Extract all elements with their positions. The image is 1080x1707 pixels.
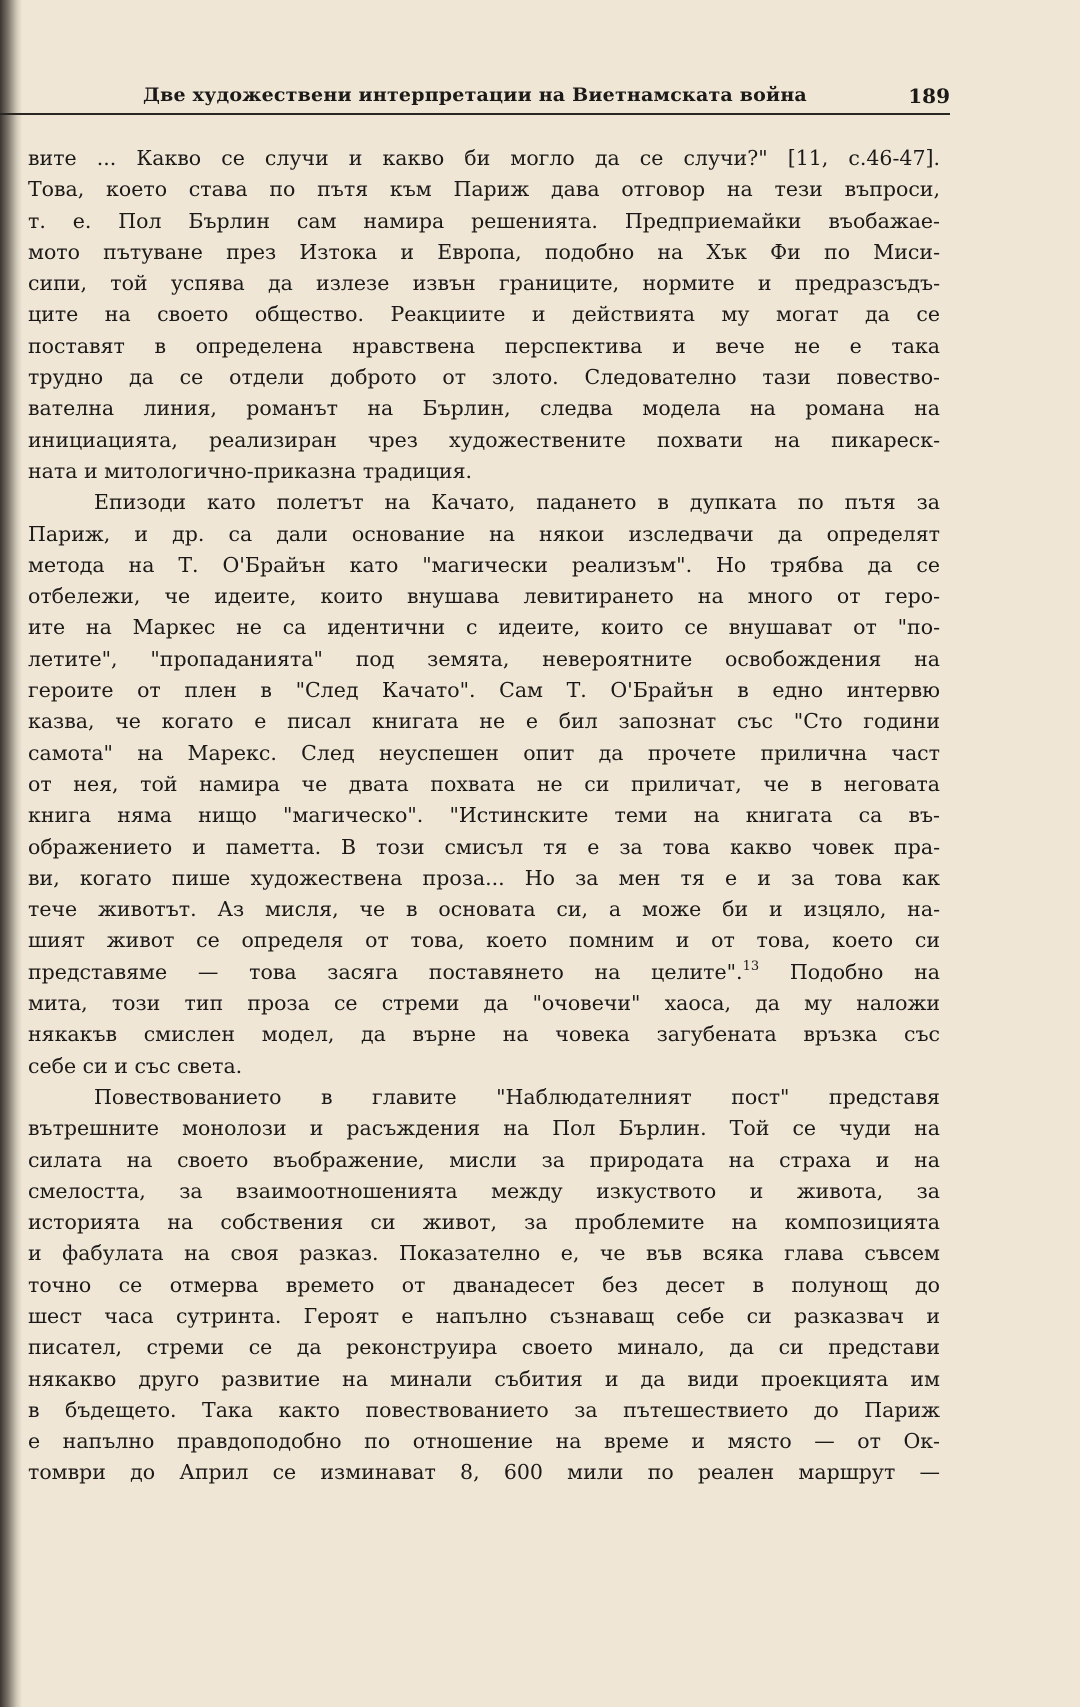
text-line: Епизоди като полетът на Качато, падането в дупката по пътя за: [94, 490, 940, 515]
text-line: вътрешните монолози и расъждения на Пол Бърлин. Той се чуди на: [28, 1116, 940, 1141]
text-line: шест часа сутринта. Героят е напълно съзнаващ себе си разказвач и: [28, 1303, 940, 1328]
page-number: 189: [908, 84, 950, 108]
text-line: книга няма нищо "магическо". "Истинските теми на книгата са въ-: [28, 803, 940, 828]
text-line: отбележи, че идеите, които внушава левитирането на много от геро-: [28, 584, 940, 609]
text-line: смелостта, за взаимоотношенията между изкуството и живота, за: [28, 1178, 940, 1203]
text-line: казва, че когато е писал книгата не е бил запознат със "Сто години: [28, 709, 940, 734]
text-line: писател, стреми се да реконструира своето минало, да си представи: [28, 1335, 940, 1360]
text-segment: представяме — това засяга поставянето на целите".: [28, 959, 743, 984]
text-line: вателна линия, романът на Бърлин, следва модела на романа на: [28, 396, 940, 421]
text-line: в бъдещето. Така както повествованието за пътешествието до Париж: [28, 1397, 940, 1422]
running-head: [143, 84, 950, 110]
text-line: себе си и със света.: [28, 1053, 243, 1078]
text-segment: Подобно на: [759, 959, 940, 984]
binding-shadow: [0, 0, 22, 1707]
body-text: [28, 143, 940, 1489]
text-line: вите ... Какво се случи и какво би могло да се случи?" [11, с.46-47].: [28, 146, 940, 170]
text-line: Париж, и др. са дали основание на някои изследвачи да определят: [28, 521, 940, 546]
paragraph-3: [28, 1082, 940, 1489]
text-line: т. е. Пол Бърлин сам намира решенията. Предприемайки въобажае-: [28, 208, 940, 233]
text-line: тече животът. Аз мисля, че в основата си, а може би и изцяло, на-: [28, 897, 940, 922]
text-line: томври до Април се изминават 8, 600 мили по реален маршрут —: [28, 1460, 940, 1485]
text-line: героите от плен в "След Качато". Сам Т. О'Брайън в едно интервю: [28, 678, 940, 703]
text-line: ната и митологично-приказна традиция.: [28, 458, 473, 483]
text-line: Това, което става по пътя към Париж дава отговор на тези въпроси,: [28, 177, 940, 202]
footnote-ref: 13: [742, 958, 760, 974]
text-line: сипи, той успява да излезе извън границите, нормите и предразсъдъ-: [28, 271, 940, 296]
text-line: от нея, той намира че двата похвата не си приличат, че в неговата: [28, 771, 940, 796]
text-line: и фабулата на своя разказ. Показателно е, че във всяка глава съвсем: [28, 1241, 940, 1266]
text-line: метода на Т. О'Брайън като "магически реализъм". Но трябва да се: [28, 552, 940, 577]
text-line: мото пътуване през Изтока и Европа, подобно на Хък Фи по Миси-: [28, 239, 940, 264]
running-title: Две художествени интерпретации на Виетнамската война: [143, 84, 807, 106]
text-line: ви, когато пише художествена проза... Но за мен тя е и за това как: [28, 865, 940, 890]
text-line: Повествованието в главите "Наблюдателният пост" представя: [94, 1084, 940, 1109]
header-rule: [0, 113, 950, 115]
text-line: инициацията, реализиран чрез художествените похвати на пикареск-: [28, 427, 940, 452]
text-line: е напълно правдоподобно по отношение на време и място — от Ок-: [28, 1429, 940, 1454]
text-line: ображението и паметта. В този смисъл тя е за това какво човек пра-: [28, 834, 940, 859]
text-line: някакъв смислен модел, да върне на човека загубената връзка със: [28, 1022, 940, 1047]
text-line: трудно да се отдели доброто от злото. Следователно тази повество-: [28, 365, 940, 390]
text-line: силата на своето въображение, мисли за природата на страха и на: [28, 1147, 940, 1172]
paragraph-2: [28, 487, 940, 1082]
text-line: шият живот се определя от това, което помним и от това, което си: [28, 928, 940, 953]
text-line-with-footnote: [28, 957, 940, 988]
text-line: ите на Маркес не са идентични с идеите, които се внушават от "по-: [28, 615, 940, 640]
text-line: някакво друго развитие на минали събития и да види проекцията им: [28, 1366, 940, 1391]
text-line: точно се отмерва времето от дванадесет без десет в полунощ до: [28, 1272, 940, 1297]
text-line: ците на своето общество. Реакциите и действията му могат да се: [28, 302, 940, 327]
text-line: поставят в определена нравствена перспектива и вече не е така: [28, 333, 940, 358]
text-line: самота" на Марекс. След неуспешен опит да прочете прилична част: [28, 740, 940, 765]
paragraph-1: [28, 143, 940, 487]
text-line: летите", "пропаданията" под земята, невероятните освобождения на: [28, 646, 940, 671]
text-line: историята на собствения си живот, за проблемите на композицията: [28, 1210, 940, 1235]
text-line: мита, този тип проза се стреми да "очовечи" хаоса, да му наложи: [28, 991, 940, 1016]
